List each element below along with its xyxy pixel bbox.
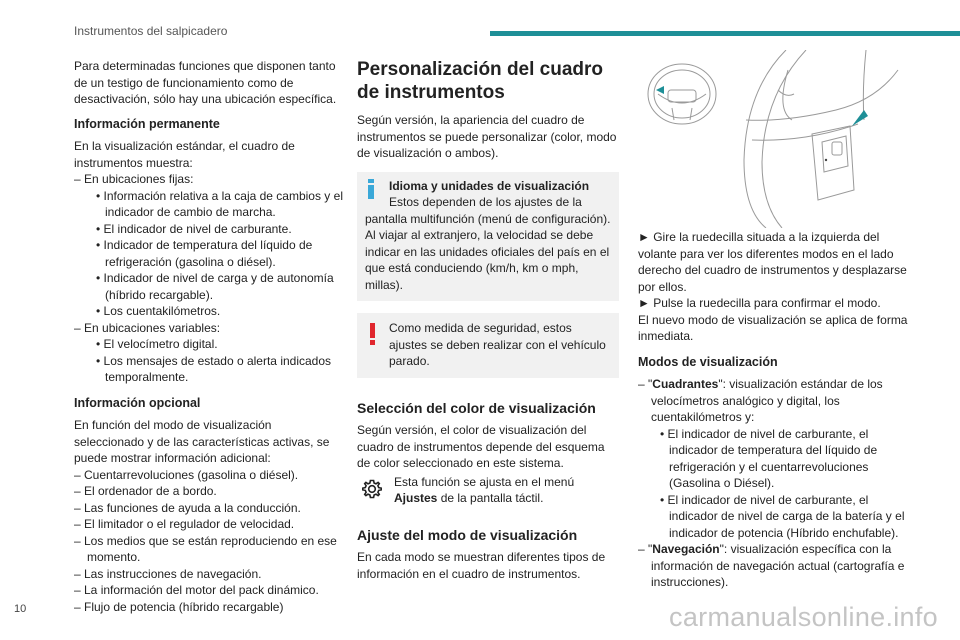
wheel-pointer-arrow-icon: [852, 110, 868, 126]
info-note-title: Idioma y unidades de visualización: [389, 178, 590, 193]
mode-dials: [638, 376, 910, 426]
fixed-locations-label: – En ubicaciones fijas:: [74, 172, 194, 186]
warning-icon: [370, 323, 375, 345]
wheel-marker-icon: [656, 86, 664, 94]
list-item: – La información del motor del pack dinámico.: [74, 583, 319, 597]
mode-heading: Ajuste del modo de visualización: [357, 526, 578, 543]
quote-open: – ": [638, 542, 653, 556]
step-turn: ► Gire la ruedecilla situada a la izquierda del volante para ver los diferentes modos en el lado derecho del cuadro de instrumentos y desplazarse por ellos.: [638, 230, 907, 294]
settings-text-end: de la pantalla táctil.: [437, 491, 544, 505]
mode-name-navigation: Navegación: [652, 542, 720, 556]
left-column: [74, 58, 344, 615]
quote-open: – ": [638, 377, 653, 391]
variable-locations-label: – En ubicaciones variables:: [74, 320, 221, 335]
step-result: El nuevo modo de visualización se aplica de forma inmediata.: [638, 312, 908, 343]
modes-heading: Modos de visualización: [638, 354, 778, 369]
list-item: – Las instrucciones de navegación.: [74, 566, 262, 581]
list-item: • El indicador de nivel de carburante.: [96, 221, 292, 236]
list-item: • El velocímetro digital.: [96, 337, 218, 351]
watermark: carmanualsonline.info: [669, 602, 938, 632]
color-heading: Selección del color de visualización: [357, 399, 596, 416]
running-header: Instrumentos del salpicadero: [74, 24, 228, 38]
color-text: Según versión, el color de visualización del cuadro de instrumentos depende del esquema de color seleccionado en este sistema.: [357, 423, 605, 470]
list-item: – Las funciones de ayuda a la conducción.: [74, 500, 301, 515]
gear-icon: [359, 476, 385, 502]
list-item: • Indicador de nivel de carga y de autonomía (híbrido recargable).: [96, 271, 334, 302]
optional-info-heading: Información opcional: [74, 395, 201, 410]
section-title: Personalización del cuadro de instrumentos: [357, 59, 604, 103]
warning-note-box: [357, 313, 619, 378]
permanent-info-heading: Información permanente: [74, 116, 220, 131]
mode-navigation: [638, 541, 910, 591]
list-item: – Los medios que se están reproduciendo en ese momento.: [74, 533, 337, 564]
optional-intro: En función del modo de visualización seleccionado y de las características activas, se puede mostrar información adicional:: [74, 418, 330, 465]
list-item: – El ordenador de a bordo.: [74, 484, 217, 498]
middle-column: [357, 58, 619, 582]
list-item: – Cuentarrevoluciones (gasolina o diésel).: [74, 467, 299, 482]
info-note-text: pantalla multifunción (menú de configuración). Al viajar al extranjero, la velocidad se debe indicar en las unidades oficiales del país en el que está conduciendo (km/h, km o mph, millas).: [365, 211, 611, 292]
info-note-box: [357, 172, 619, 302]
list-item: • El indicador de nivel de carburante, el indicador de temperatura del líquido de refrigeración y el cuentarrevoluciones (Gasolina o Diésel).: [660, 426, 878, 490]
list-item: • Los cuentakilómetros.: [96, 304, 221, 318]
section-intro: Según versión, la apariencia del cuadro de instrumentos se puede personalizar (color, modo de visualización o ambos).: [357, 113, 617, 160]
header-accent-bar: [490, 31, 960, 36]
info-note-first-line: Estos dependen de los ajustes de la: [389, 195, 582, 209]
permanent-intro: En la visualización estándar, el cuadro de instrumentos muestra:: [74, 139, 295, 170]
mode-navigation-description: ": visualización específica con la información de navegación actual (cartografía e instrucciones).: [651, 542, 905, 589]
list-item: • Indicador de temperatura del líquido de refrigeración (gasolina o diésel).: [96, 238, 313, 269]
mode-dials-description: ": visualización estándar de los velocímetros analógico y digital, los cuentakilómetros y:: [651, 377, 883, 424]
info-icon: [368, 179, 374, 199]
settings-note: [357, 474, 619, 507]
settings-menu-name: Ajustes: [394, 491, 438, 505]
warning-note-text: Como medida de seguridad, estos ajustes se deben realizar con el vehículo parado.: [389, 321, 606, 368]
list-item: – El limitador o el regulador de velocidad.: [74, 517, 295, 531]
list-item: – Flujo de potencia (híbrido recargable): [74, 599, 284, 614]
right-column: [638, 229, 910, 591]
step-press: ► Pulse la ruedecilla para confirmar el modo.: [638, 296, 881, 310]
list-item: • Los mensajes de estado o alerta indicados temporalmente.: [96, 353, 332, 384]
mode-text: En cada modo se muestran diferentes tipos de información en el cuadro de instrumentos.: [357, 550, 606, 581]
settings-text: Esta función se ajusta en el menú: [394, 474, 575, 489]
steering-wheel-illustration: [636, 50, 908, 228]
list-item: • El indicador de nivel de carburante, el indicador de nivel de carga de la batería y el indicador de potencia (Híbrido enchufable).: [660, 492, 905, 540]
intro-paragraph: Para determinadas funciones que disponen tanto de un testigo de funcionamiento como de desactivación, sólo hay una ubicación específica.: [74, 59, 337, 106]
list-item: • Información relativa a la caja de cambios y el indicador de cambio de marcha.: [96, 188, 343, 219]
mode-name-dials: Cuadrantes: [652, 377, 719, 391]
page-number: 10: [14, 603, 27, 615]
